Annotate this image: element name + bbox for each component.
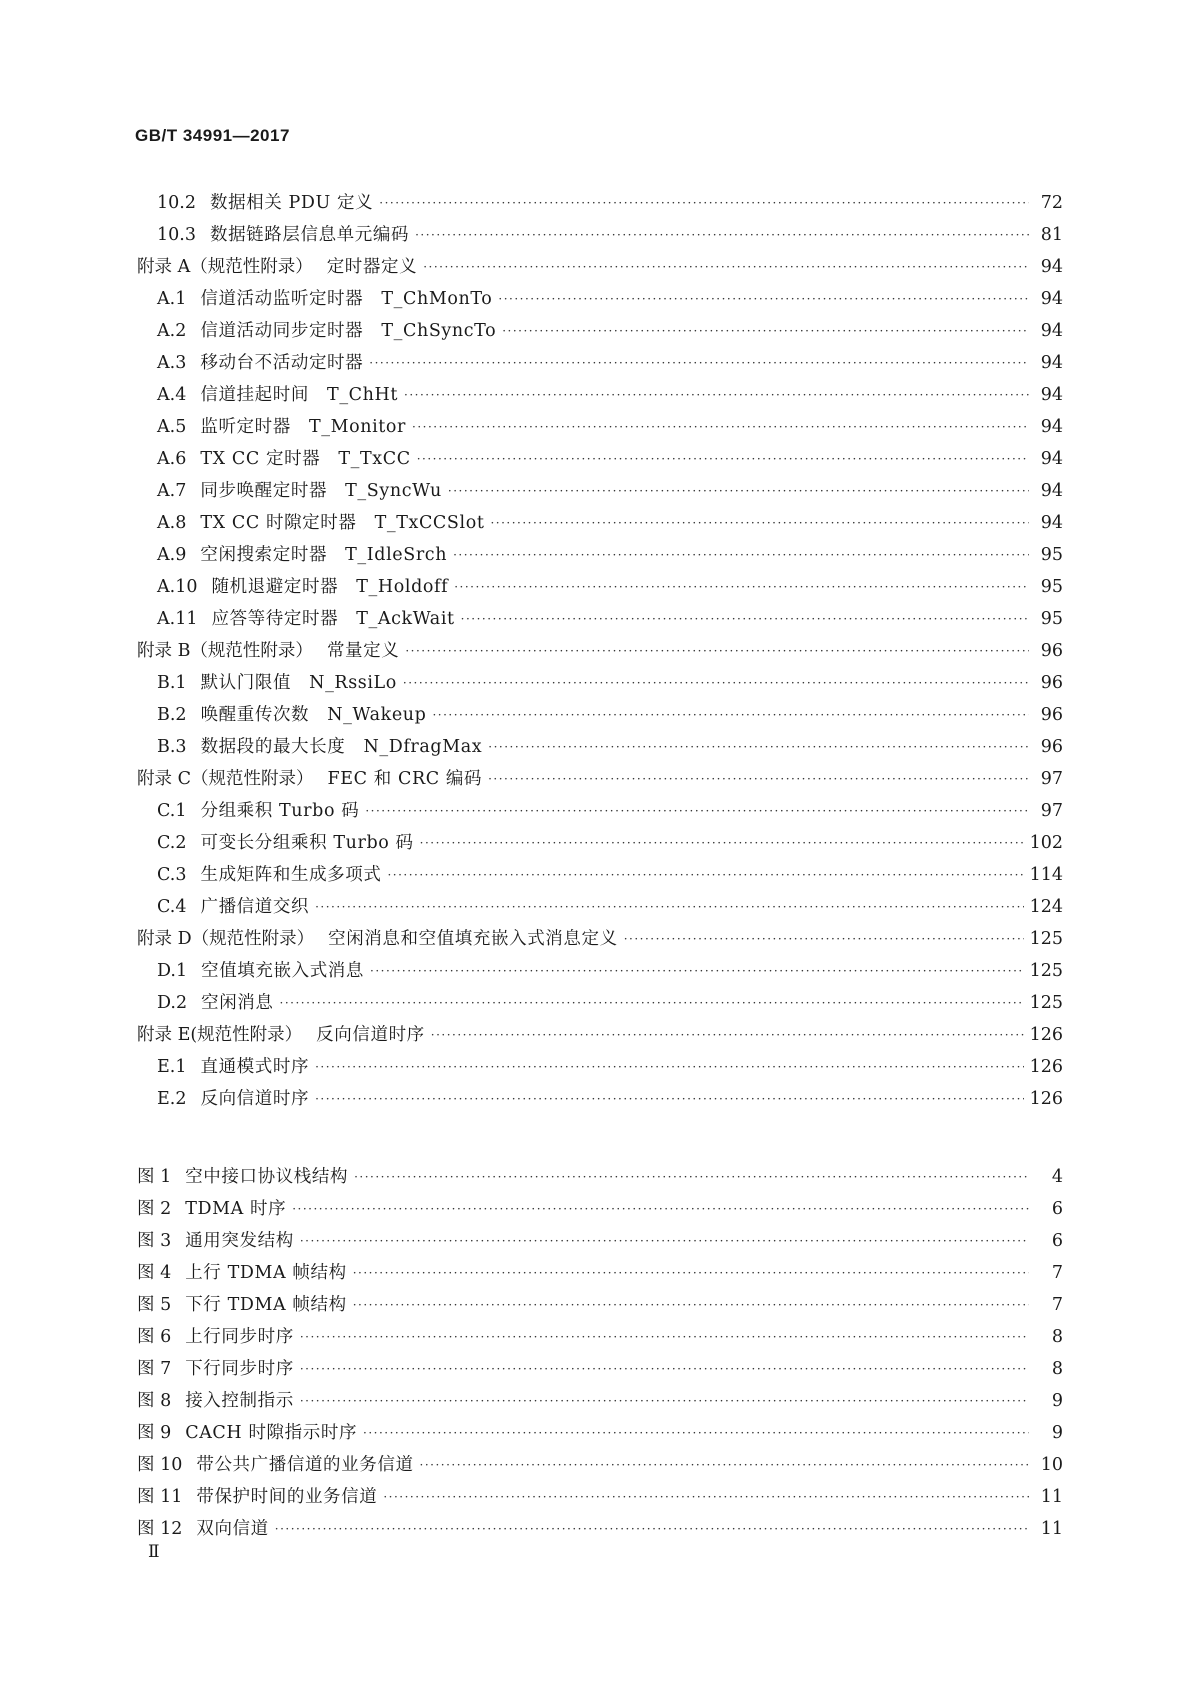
toc-entry-page: 96 [1040, 672, 1063, 693]
toc-entry[interactable] [137, 1044, 1063, 1076]
figure-entry[interactable] [137, 1218, 1063, 1250]
figure-entry[interactable] [137, 1346, 1063, 1378]
toc-entry-page: 94 [1040, 480, 1063, 501]
dot-leader [461, 613, 1029, 628]
figure-entry-page: 9 [1051, 1422, 1063, 1443]
figure-entry-title: 带公共广播信道的业务信道 [196, 1454, 414, 1475]
figure-entry-page: 10 [1040, 1454, 1063, 1475]
toc-entry[interactable] [137, 596, 1063, 628]
figure-entry[interactable] [137, 1154, 1063, 1186]
toc-entry-number: 附录 B（规范性附录） [137, 640, 313, 661]
toc-entry-page: 114 [1029, 864, 1063, 885]
toc-entry-title: 数据段的最大长度 N_DfragMax [200, 736, 483, 757]
figure-entry-title: 接入控制指示 [185, 1390, 294, 1411]
toc-entry-title: 信道挂起时间 T_ChHt [200, 384, 399, 405]
toc-entry-page: 94 [1040, 320, 1063, 341]
toc-entry-number: A.6 [157, 448, 187, 469]
dot-leader [453, 549, 1029, 564]
figure-entry-title: CACH 时隙指示时序 [185, 1422, 358, 1443]
figure-entry-number: 图 7 [137, 1358, 172, 1379]
toc-entry-page: 94 [1040, 416, 1063, 437]
toc-entry-number: A.7 [157, 480, 187, 501]
toc-entry[interactable] [137, 788, 1063, 820]
toc-entry[interactable] [137, 500, 1063, 532]
document-id-header: GB/T 34991—2017 [135, 126, 290, 145]
toc-entry[interactable] [137, 436, 1063, 468]
toc-entry-number: 10.2 [157, 192, 196, 213]
toc-entry-title: 信道活动监听定时器 T_ChMonTo [200, 288, 493, 309]
dot-leader [354, 1171, 1029, 1186]
toc-entry-number: B.2 [157, 704, 187, 725]
toc-entry-title: 默认门限值 N_RssiLo [200, 672, 397, 693]
toc-entry-number: E.2 [157, 1088, 187, 1109]
figure-entry-title: 上行同步时序 [185, 1326, 294, 1347]
toc-entry-page: 125 [1029, 928, 1063, 949]
figure-entry[interactable] [137, 1442, 1063, 1474]
toc-entry-title: 监听定时器 T_Monitor [200, 416, 407, 437]
figure-entry-number: 图 9 [137, 1422, 172, 1443]
toc-entry-number: 附录 C（规范性附录） [137, 768, 314, 789]
toc-entry[interactable] [137, 852, 1063, 884]
toc-entry-number: A.5 [157, 416, 187, 437]
dot-leader [387, 869, 1023, 884]
toc-entry[interactable] [137, 1076, 1063, 1108]
toc-entry-title: 唤醒重传次数 N_Wakeup [200, 704, 427, 725]
toc-entry-page: 126 [1029, 1024, 1063, 1045]
toc-entry-number: C.1 [157, 800, 187, 821]
toc-entry-number: D.2 [157, 992, 188, 1013]
toc-entry[interactable] [137, 660, 1063, 692]
dot-leader [488, 741, 1029, 756]
toc-entry[interactable] [137, 372, 1063, 404]
toc-entry-title: 常量定义 [326, 640, 400, 661]
figure-entry-number: 图 1 [137, 1166, 172, 1187]
toc-entry[interactable] [137, 628, 1063, 660]
figure-entry-number: 图 8 [137, 1390, 172, 1411]
toc-entry[interactable] [137, 340, 1063, 372]
toc-entry-page: 126 [1029, 1056, 1063, 1077]
dot-leader [315, 1061, 1024, 1076]
toc-entry[interactable] [137, 180, 1063, 212]
toc-entry-page: 95 [1040, 608, 1063, 629]
toc-entry-number: A.8 [157, 512, 187, 533]
toc-entry-page: 94 [1040, 512, 1063, 533]
toc-entry[interactable] [137, 916, 1063, 948]
dot-leader [624, 933, 1024, 948]
figure-entry-page: 7 [1051, 1262, 1063, 1283]
toc-entry-title: 数据链路层信息单元编码 [209, 224, 410, 245]
figure-entry-page: 8 [1051, 1326, 1063, 1347]
figure-entry-title: 下行同步时序 [185, 1358, 294, 1379]
figure-entry-page: 8 [1051, 1358, 1063, 1379]
figure-entry-number: 图 10 [137, 1454, 183, 1475]
toc-entry[interactable] [137, 308, 1063, 340]
dot-leader [280, 997, 1024, 1012]
toc-entry[interactable] [137, 564, 1063, 596]
toc-entry-page: 94 [1040, 448, 1063, 469]
dot-leader [365, 805, 1029, 820]
figure-entry-page: 9 [1051, 1390, 1063, 1411]
toc-entry[interactable] [137, 724, 1063, 756]
toc-entry-title: 分组乘积 Turbo 码 [200, 800, 360, 821]
figure-entry[interactable] [137, 1314, 1063, 1346]
toc-entry-page: 102 [1029, 832, 1063, 853]
toc-entry-number: E.1 [157, 1056, 187, 1077]
figure-entry-title: 双向信道 [196, 1518, 269, 1539]
dot-leader [431, 1029, 1024, 1044]
figure-entry-number: 图 11 [137, 1486, 183, 1507]
toc-entry-title: FEC 和 CRC 编码 [327, 768, 483, 789]
dot-leader [454, 581, 1029, 596]
dot-leader [423, 261, 1029, 276]
toc-entry-number: 附录 E(规范性附录） [137, 1024, 303, 1045]
toc-entry-page: 97 [1040, 768, 1063, 789]
toc-entry-page: 125 [1029, 960, 1063, 981]
dot-leader [432, 709, 1029, 724]
toc-entry-page: 72 [1040, 192, 1063, 213]
toc-entry-title: 定时器定义 [326, 256, 418, 277]
dot-leader [383, 1491, 1029, 1506]
dot-leader [420, 837, 1024, 852]
figure-entry[interactable] [137, 1410, 1063, 1442]
figure-entry[interactable] [137, 1282, 1063, 1314]
dot-leader [275, 1523, 1029, 1538]
figure-entry[interactable] [137, 1186, 1063, 1218]
toc-entry[interactable] [137, 1012, 1063, 1044]
toc-entry[interactable] [137, 884, 1063, 916]
toc-entry-number: C.2 [157, 832, 187, 853]
table-of-contents [137, 180, 1063, 1108]
page-number: Ⅱ [148, 1542, 160, 1562]
toc-entry[interactable] [137, 980, 1063, 1012]
figure-entry-page: 6 [1051, 1198, 1063, 1219]
figure-entry-title: 上行 TDMA 帧结构 [185, 1262, 347, 1283]
toc-entry-title: TX CC 时隙定时器 T_TxCCSlot [200, 512, 485, 533]
dot-leader [403, 677, 1029, 692]
toc-entry[interactable] [137, 756, 1063, 788]
dot-leader [405, 645, 1029, 660]
toc-entry-page: 96 [1040, 640, 1063, 661]
dot-leader [353, 1267, 1029, 1282]
toc-entry-title: 反向信道时序 [200, 1088, 310, 1109]
dot-leader [498, 293, 1029, 308]
toc-entry-number: A.1 [157, 288, 187, 309]
dot-leader [315, 901, 1024, 916]
toc-entry-title: 空闲消息和空值填充嵌入式消息定义 [328, 928, 618, 949]
figure-entry[interactable] [137, 1250, 1063, 1282]
toc-entry[interactable] [137, 404, 1063, 436]
toc-entry-title: 生成矩阵和生成多项式 [200, 864, 382, 885]
dot-leader [448, 485, 1029, 500]
toc-entry-title: 应答等待定时器 T_AckWait [211, 608, 455, 629]
dot-leader [300, 1395, 1029, 1410]
dot-leader [353, 1299, 1029, 1314]
toc-entry-title: TX CC 定时器 T_TxCC [200, 448, 411, 469]
toc-entry[interactable] [137, 244, 1063, 276]
toc-entry-title: 同步唤醒定时器 T_SyncWu [200, 480, 442, 501]
figure-entry-title: 空中接口协议栈结构 [185, 1166, 349, 1187]
dot-leader [315, 1093, 1024, 1108]
toc-entry-number: A.4 [157, 384, 187, 405]
toc-entry-number: C.4 [157, 896, 187, 917]
toc-entry-title: 直通模式时序 [200, 1056, 310, 1077]
figure-entry-number: 图 4 [137, 1262, 172, 1283]
figure-entry-title: TDMA 时序 [185, 1198, 287, 1219]
toc-entry[interactable] [137, 532, 1063, 564]
figure-entry-number: 图 6 [137, 1326, 172, 1347]
figure-entry-number: 图 3 [137, 1230, 172, 1251]
figure-entry-title: 下行 TDMA 帧结构 [185, 1294, 347, 1315]
dot-leader [300, 1363, 1029, 1378]
dot-leader [420, 1459, 1029, 1474]
dot-leader [300, 1235, 1029, 1250]
dot-leader [363, 1427, 1029, 1442]
dot-leader [370, 965, 1024, 980]
toc-entry-page: 124 [1029, 896, 1063, 917]
toc-entry-page: 94 [1040, 352, 1063, 373]
toc-entry-title: 空闲搜索定时器 T_IdleSrch [200, 544, 448, 565]
figure-entry-page: 6 [1051, 1230, 1063, 1251]
toc-entry-title: 反向信道时序 [316, 1024, 425, 1045]
dot-leader [488, 773, 1029, 788]
figure-entry-page: 11 [1040, 1518, 1063, 1539]
toc-entry-number: 附录 D（规范性附录） [137, 928, 315, 949]
toc-entry-number: 10.3 [157, 224, 196, 245]
toc-entry-page: 125 [1029, 992, 1063, 1013]
toc-entry[interactable] [137, 948, 1063, 980]
toc-entry-page: 81 [1040, 224, 1063, 245]
toc-entry-title: 信道活动同步定时器 T_ChSyncTo [200, 320, 497, 341]
toc-entry-title: 随机退避定时器 T_Holdoff [211, 576, 449, 597]
figure-entry-page: 11 [1040, 1486, 1063, 1507]
toc-entry-title: 广播信道交织 [200, 896, 310, 917]
toc-entry-title: 数据相关 PDU 定义 [209, 192, 374, 213]
toc-entry-number: A.10 [157, 576, 198, 597]
toc-entry-page: 94 [1040, 384, 1063, 405]
dot-leader [417, 453, 1029, 468]
dot-leader [379, 197, 1029, 212]
toc-entry[interactable] [137, 820, 1063, 852]
toc-entry-number: 附录 A（规范性附录） [137, 256, 313, 277]
toc-entry[interactable] [137, 468, 1063, 500]
toc-entry-number: B.3 [157, 736, 187, 757]
toc-entry-title: 空闲消息 [201, 992, 274, 1013]
dot-leader [412, 421, 1029, 436]
figure-entry[interactable] [137, 1474, 1063, 1506]
toc-entry-page: 96 [1040, 704, 1063, 725]
toc-entry-number: A.3 [157, 352, 187, 373]
toc-entry-title: 空值填充嵌入式消息 [201, 960, 365, 981]
toc-entry[interactable] [137, 692, 1063, 724]
figure-entry-page: 4 [1051, 1166, 1063, 1187]
toc-entry[interactable] [137, 276, 1063, 308]
figure-entry-page: 7 [1051, 1294, 1063, 1315]
toc-entry-number: A.11 [157, 608, 198, 629]
toc-entry-page: 126 [1029, 1088, 1063, 1109]
toc-entry-page: 96 [1040, 736, 1063, 757]
figure-entry[interactable] [137, 1378, 1063, 1410]
figure-entry-title: 通用突发结构 [185, 1230, 294, 1251]
toc-entry-page: 94 [1040, 256, 1063, 277]
dot-leader [502, 325, 1029, 340]
dot-leader [300, 1331, 1029, 1346]
figure-entry-number: 图 2 [137, 1198, 172, 1219]
dot-leader [369, 357, 1029, 372]
figure-entry-number: 图 12 [137, 1518, 183, 1539]
toc-entry-number: A.2 [157, 320, 187, 341]
dot-leader [292, 1203, 1029, 1218]
list-of-figures [137, 1154, 1063, 1538]
toc-entry-number: C.3 [157, 864, 187, 885]
toc-entry-page: 95 [1040, 576, 1063, 597]
figure-entry-title: 带保护时间的业务信道 [196, 1486, 378, 1507]
toc-entry-title: 可变长分组乘积 Turbo 码 [200, 832, 414, 853]
toc-entry-page: 95 [1040, 544, 1063, 565]
figure-entry[interactable] [137, 1506, 1063, 1538]
toc-entry-title: 移动台不活动定时器 [200, 352, 364, 373]
toc-entry-page: 97 [1040, 800, 1063, 821]
dot-leader [415, 229, 1029, 244]
toc-entry-number: D.1 [157, 960, 188, 981]
dot-leader [490, 517, 1029, 532]
toc-entry-number: B.1 [157, 672, 187, 693]
dot-leader [404, 389, 1029, 404]
toc-entry[interactable] [137, 212, 1063, 244]
figure-entry-number: 图 5 [137, 1294, 172, 1315]
toc-entry-page: 94 [1040, 288, 1063, 309]
toc-entry-number: A.9 [157, 544, 187, 565]
